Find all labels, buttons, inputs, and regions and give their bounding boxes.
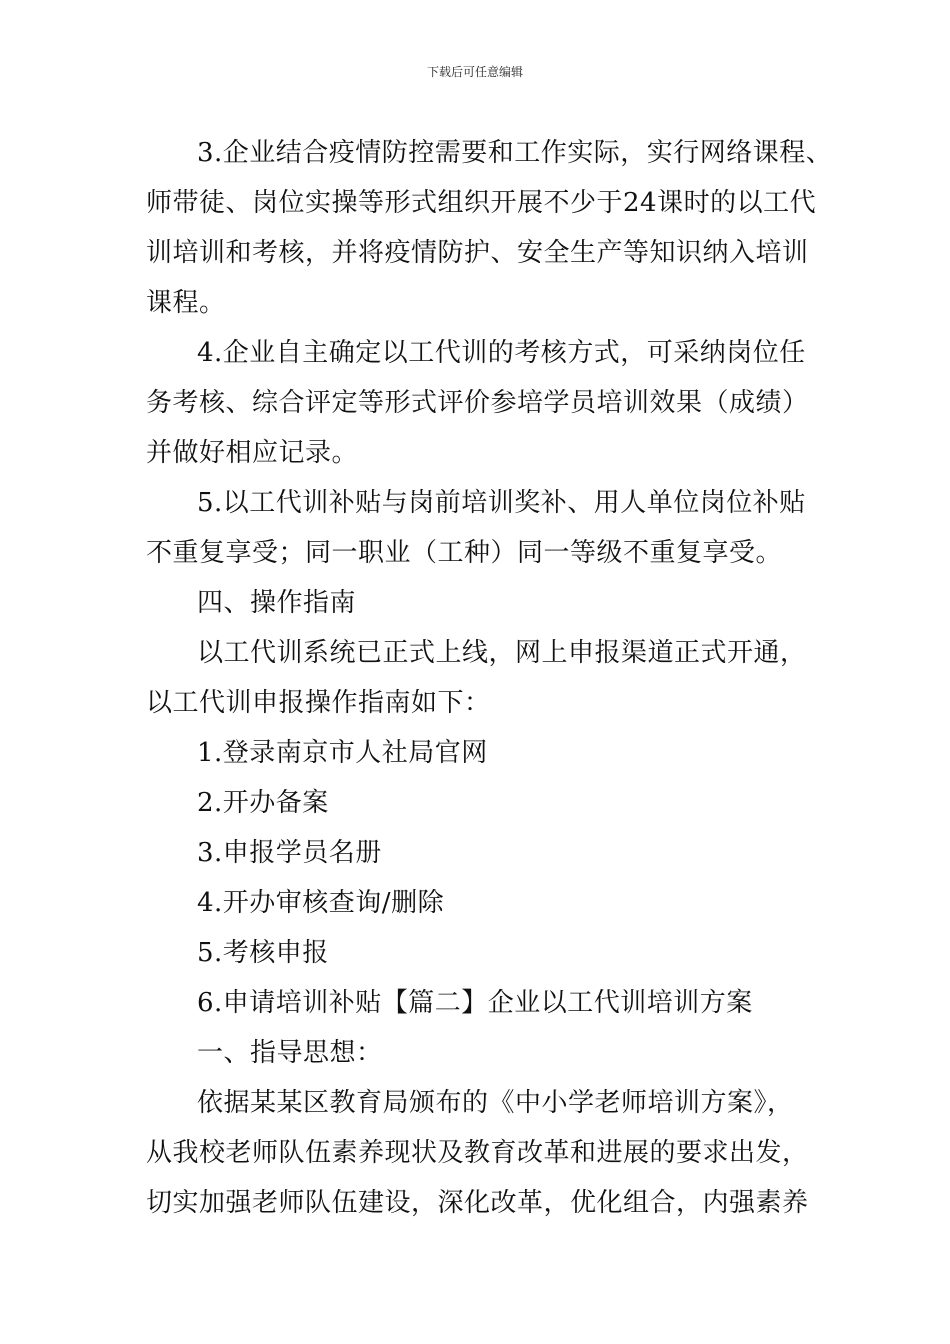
text-line: 训培训和考核，并将疫情防护、安全生产等知识纳入培训 [146,238,809,268]
section-heading: 四、操作指南 [197,588,357,618]
text-line: 师带徒、岗位实操等形式组织开展不少于24课时的以工代 [146,188,817,218]
text-line: 课程。 [146,288,226,318]
list-item: 5.考核申报 [197,938,329,968]
list-item: 3.申报学员名册 [197,838,382,868]
text-line: 依据某某区教育局颁布的《中小学老师培训方案》， [197,1088,794,1118]
text-line: 从我校老师队伍素养现状及教育改革和进展的要求出发， [146,1138,809,1168]
text-line: 并做好相应记录。 [146,438,359,468]
text-line: 以工代训申报操作指南如下： [146,688,491,718]
text-line: 5.以工代训补贴与岗前培训奖补、用人单位岗位补贴 [197,488,806,518]
text-line: 不重复享受；同一职业（工种）同一等级不重复享受。 [146,538,783,568]
text-line: 务考核、综合评定等形式评价参培学员培训效果（成绩） [146,388,809,418]
list-item: 1.登录南京市人社局官网 [197,738,488,768]
document-body [146,128,833,1228]
page-header: 下载后可任意编辑 [426,65,523,79]
text-line: 3.企业结合疫情防控需要和工作实际，实行网络课程、 [197,138,833,168]
list-item: 4.开办审核查询/删除 [197,888,445,918]
list-item: 6.申请培训补贴【篇二】企业以工代训培训方案 [197,988,753,1018]
text-line: 切实加强老师队伍建设，深化改革，优化组合，内强素养 [146,1188,809,1218]
list-item: 2.开办备案 [197,788,329,818]
text-line: 以工代训系统已正式上线，网上申报渠道正式开通， [197,638,807,668]
text-line: 4.企业自主确定以工代训的考核方式，可采纳岗位任 [197,338,806,368]
section-heading: 一、指导思想： [197,1038,383,1068]
